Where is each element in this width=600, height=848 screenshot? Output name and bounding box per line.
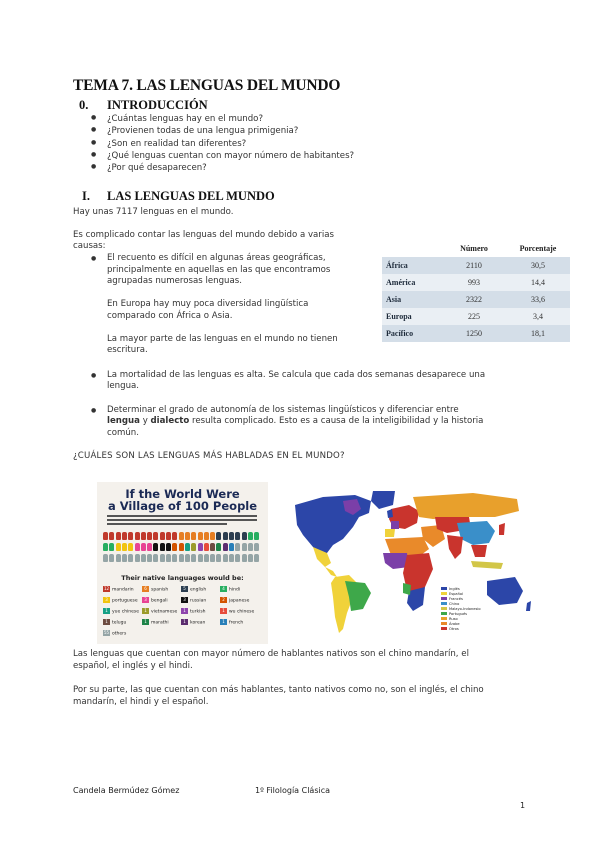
page-number: 1 [520, 801, 526, 810]
person-icon [248, 543, 253, 551]
person-icon [198, 554, 203, 562]
escritura-paragraph: escritura. [107, 345, 148, 355]
person-icon [242, 554, 247, 562]
person-icon [235, 543, 240, 551]
person-icon [204, 543, 209, 551]
legend-count: 3 [142, 597, 149, 603]
person-icon [109, 554, 114, 562]
person-icon [191, 554, 196, 562]
person-icon [179, 554, 184, 562]
person-icon [122, 532, 127, 540]
bullet-1-text: agrupadas numerosas lenguas. [107, 276, 242, 286]
person-icon [116, 543, 121, 551]
person-icon [160, 532, 165, 540]
person-icon [135, 532, 140, 540]
table-cell-porcentaje: 33,6 [506, 291, 570, 308]
person-icon [103, 543, 108, 551]
legend-count: 1 [181, 619, 188, 625]
map-indonesia [471, 561, 503, 569]
map-france [391, 521, 399, 529]
legend-label: vietnamese [151, 609, 178, 615]
table-row [382, 308, 570, 325]
person-icon [254, 532, 259, 540]
person-icon [185, 554, 190, 562]
person-icon [198, 532, 203, 540]
person-icon [172, 554, 177, 562]
map-legend [441, 587, 481, 631]
infographic-legend-item [181, 608, 206, 615]
legend-count: 1 [103, 608, 110, 614]
map-japan [499, 523, 505, 535]
map-legend-label: Árabe [449, 622, 460, 626]
map-central-america [325, 567, 337, 577]
map-russia [413, 493, 519, 519]
bullet-3-text: Determinar el grado de autonomía de los sistemas lingüísticos y diferenciar entre [107, 405, 459, 415]
table-row [382, 291, 570, 308]
infographic-legend-item [103, 586, 134, 593]
table-cell-region: África [382, 257, 442, 274]
map-legend-label: Malayo-Indonesio [449, 607, 481, 611]
legend-count: 4 [220, 586, 227, 592]
infographic-legend-item [220, 619, 243, 626]
legend-label: marathi [151, 620, 169, 626]
legend-count: 5 [181, 586, 188, 592]
person-icon [210, 532, 215, 540]
infographic-legend-item [103, 630, 126, 637]
person-icon [242, 543, 247, 551]
legend-label: others [112, 631, 127, 637]
table-header: Número [442, 240, 506, 257]
legend-label: telugu [112, 620, 127, 626]
people-grid [103, 532, 263, 572]
causes-line: causas: [73, 241, 106, 251]
person-icon [235, 532, 240, 540]
europa-paragraph: En Europa hay muy poca diversidad lingüística [107, 299, 309, 309]
person-icon [103, 554, 108, 562]
person-icon [160, 543, 165, 551]
person-icon [160, 554, 165, 562]
person-icon [166, 532, 171, 540]
table-cell-region: Pacífico [382, 325, 442, 342]
person-icon [103, 532, 108, 540]
intro-question: ● ¿Provienen todas de una lengua primigenia? [91, 126, 354, 138]
person-icon [216, 554, 221, 562]
fine-print-line [107, 515, 257, 517]
legend-count: 1 [220, 619, 227, 625]
person-icon [223, 532, 228, 540]
intro-question: ● ¿Por qué desaparecen? [91, 163, 354, 175]
person-icon [109, 543, 114, 551]
table-cell-porcentaje: 3,4 [506, 308, 570, 325]
map-new-zealand [526, 601, 531, 611]
person-icon [210, 543, 215, 551]
world-languages-map [273, 487, 533, 639]
legend-label: mandarin [112, 587, 134, 593]
intro-question: ● ¿Cuántas lenguas hay en el mundo? [91, 114, 354, 126]
conjunction: y [139, 416, 151, 426]
person-icon [191, 532, 196, 540]
person-icon [116, 554, 121, 562]
infographic-subtitle: Their native languages would be: [121, 574, 244, 582]
bullet-3-text: común. [107, 428, 139, 438]
infographic-legend-item [181, 586, 206, 593]
legend-label: russian [190, 598, 207, 604]
legend-count: 3 [103, 597, 110, 603]
infographic-legend-item [103, 597, 138, 604]
legend-count: 1 [142, 608, 149, 614]
person-icon [122, 543, 127, 551]
causes-line: Es complicado contar las lenguas del mundo debido a varias [73, 230, 334, 240]
map-southeast-asia [471, 545, 487, 557]
person-icon [210, 554, 215, 562]
legend-label: spanish [151, 587, 169, 593]
table-cell-region: América [382, 274, 442, 291]
village-100-infographic [97, 482, 268, 644]
term-lengua: lengua [107, 416, 140, 426]
infographic-legend-item [142, 608, 177, 615]
infographic-legend-item [103, 608, 139, 615]
legend-count: 2 [220, 597, 227, 603]
legend-count: 1 [181, 608, 188, 614]
map-uk [387, 509, 393, 518]
table-cell-numero: 2322 [442, 291, 506, 308]
map-angola [403, 583, 411, 595]
map-china [457, 521, 495, 545]
legend-label: wu chinese [229, 609, 255, 615]
person-icon [248, 554, 253, 562]
legend-label: turkish [190, 609, 206, 615]
legend-count: 55 [103, 630, 110, 635]
person-icon [153, 554, 158, 562]
legend-count: 1 [142, 619, 149, 625]
person-icon [147, 543, 152, 551]
legend-label: french [229, 620, 244, 626]
escritura-paragraph: La mayor parte de las lenguas en el mundo no tienen [107, 334, 338, 344]
most-spoken-question: ¿CUÁLES SON LAS LENGUAS MÁS HABLADAS EN EL MUNDO? [73, 451, 345, 461]
person-icon [128, 543, 133, 551]
infographic-legend-item [181, 619, 205, 626]
legend-label: japanese [229, 598, 250, 604]
person-icon [153, 543, 158, 551]
person-icon [191, 543, 196, 551]
languages-by-region-table [382, 240, 570, 342]
intro-questions-list [91, 114, 354, 175]
table-cell-numero: 993 [442, 274, 506, 291]
map-legend-label: Francés [449, 597, 463, 601]
person-icon [172, 543, 177, 551]
footer-course: 1º Filología Clásica [255, 786, 331, 795]
map-legend-label: Otros [449, 627, 459, 631]
map-legend-label: Inglés [449, 587, 460, 591]
table-header [382, 240, 442, 257]
person-icon [254, 543, 259, 551]
person-icon [179, 543, 184, 551]
person-icon [242, 532, 247, 540]
legend-count: 1 [220, 608, 227, 614]
table-cell-numero: 1250 [442, 325, 506, 342]
person-icon [122, 554, 127, 562]
fine-print-line [107, 519, 257, 521]
person-icon [216, 532, 221, 540]
infographic-legend-item [220, 586, 240, 593]
person-icon [204, 532, 209, 540]
intro-question: ● ¿Qué lenguas cuentan con mayor número de habitantes? [91, 151, 354, 163]
table-cell-numero: 225 [442, 308, 506, 325]
table-row [382, 325, 570, 342]
map-legend-label: Ruso [449, 617, 458, 621]
section-1-number: I. [82, 189, 90, 203]
map-india [447, 535, 463, 559]
table-cell-porcentaje: 14,4 [506, 274, 570, 291]
person-icon [204, 554, 209, 562]
total-speakers-paragraph: Por su parte, las que cuentan con más hablantes, tanto nativos como no, son el inglés, el chino [73, 685, 484, 695]
infographic-legend-item [220, 608, 254, 615]
intro-paragraph: Hay unas 7117 lenguas en el mundo. [73, 207, 234, 217]
table-row [382, 274, 570, 291]
term-dialecto: dialecto [150, 416, 190, 426]
infographic-legend-item [220, 597, 249, 604]
person-icon [141, 532, 146, 540]
fine-print-line [107, 523, 227, 525]
person-icon [166, 543, 171, 551]
infographic-title: a Village of 100 People [107, 499, 258, 513]
map-greenland [371, 491, 395, 509]
infographic-legend-item [181, 597, 206, 604]
legend-label: korean [190, 620, 206, 626]
legend-label: bengali [151, 598, 168, 604]
person-icon [198, 543, 203, 551]
map-legend-label: Español [449, 592, 464, 596]
person-icon [109, 532, 114, 540]
table-header: Porcentaje [506, 240, 570, 257]
map-iberia [385, 529, 395, 537]
bullet-1-text: El recuento es difícil en algunas áreas geográficas, [107, 253, 326, 263]
map-north-africa [385, 537, 429, 555]
bullet-dot: ● [91, 407, 97, 414]
person-icon [223, 543, 228, 551]
legend-label: yue chinese [112, 609, 140, 615]
legend-label: english [190, 587, 207, 593]
table-cell-numero: 2110 [442, 257, 506, 274]
person-icon [185, 543, 190, 551]
person-icon [179, 532, 184, 540]
europa-paragraph: comparado con África o Asia. [107, 311, 233, 321]
person-icon [141, 543, 146, 551]
bullet-dot: ● [91, 255, 97, 262]
bullet-2-text: La mortalidad de las lenguas es alta. Se calcula que cada dos semanas desaparece una [107, 370, 486, 380]
intro-question: ● ¿Son en realidad tan diferentes? [91, 139, 354, 151]
person-icon [135, 554, 140, 562]
map-australia [487, 577, 523, 605]
person-icon [223, 554, 228, 562]
table-cell-region: Europa [382, 308, 442, 325]
native-speakers-paragraph: español, el inglés y el hindi. [73, 661, 193, 671]
table-cell-porcentaje: 18,1 [506, 325, 570, 342]
bullet-1-text: principalmente en aquellas en las que encontramos [107, 265, 331, 275]
person-icon [229, 554, 234, 562]
page-title: TEMA 7. LAS LENGUAS DEL MUNDO [73, 77, 341, 94]
table-cell-region: Asia [382, 291, 442, 308]
person-icon [128, 532, 133, 540]
table-row [382, 257, 570, 274]
person-icon [147, 554, 152, 562]
person-icon [229, 543, 234, 551]
map-north-america [295, 495, 371, 557]
legend-label: hindi [229, 587, 241, 593]
infographic-legend-item [142, 586, 168, 593]
section-0-number: 0. [79, 98, 89, 112]
person-icon [128, 554, 133, 562]
table-cell-porcentaje: 30,5 [506, 257, 570, 274]
bullet-3-text-line2 [107, 415, 483, 427]
legend-count: 6 [142, 586, 149, 592]
footer-author: Candela Bermúdez Gómez [73, 786, 180, 795]
legend-count: 1 [103, 619, 110, 625]
person-icon [116, 532, 121, 540]
native-speakers-paragraph: Las lenguas que cuentan con mayor número de hablantes nativos son el chino mandarín, el [73, 649, 469, 659]
person-icon [185, 532, 190, 540]
person-icon [153, 532, 158, 540]
person-icon [172, 532, 177, 540]
legend-count: 3 [181, 597, 188, 603]
legend-label: portuguese [112, 598, 138, 604]
person-icon [166, 554, 171, 562]
map-legend-label: Chino [449, 602, 460, 606]
total-speakers-paragraph: mandarín, el hindi y el español. [73, 697, 209, 707]
person-icon [229, 532, 234, 540]
infographic-title: If the World Were [125, 487, 240, 501]
person-icon [248, 532, 253, 540]
infographic-legend-item [142, 619, 169, 626]
infographic-legend-item [142, 597, 168, 604]
map-legend-label: Portugués [449, 612, 468, 616]
person-icon [254, 554, 259, 562]
section-1-heading: LAS LENGUAS DEL MUNDO [107, 189, 275, 203]
section-0-heading: INTRODUCCIÓN [107, 98, 208, 112]
person-icon [141, 554, 146, 562]
infographic-legend-item [103, 619, 126, 626]
person-icon [147, 532, 152, 540]
bullet-3-rest: resulta complicado. Esto es a causa de la inteligibilidad y la historia [189, 416, 484, 426]
legend-count: 12 [103, 586, 110, 591]
person-icon [235, 554, 240, 562]
person-icon [135, 543, 140, 551]
bullet-2-text: lengua. [107, 381, 140, 391]
person-icon [216, 543, 221, 551]
bullet-dot: ● [91, 372, 97, 379]
